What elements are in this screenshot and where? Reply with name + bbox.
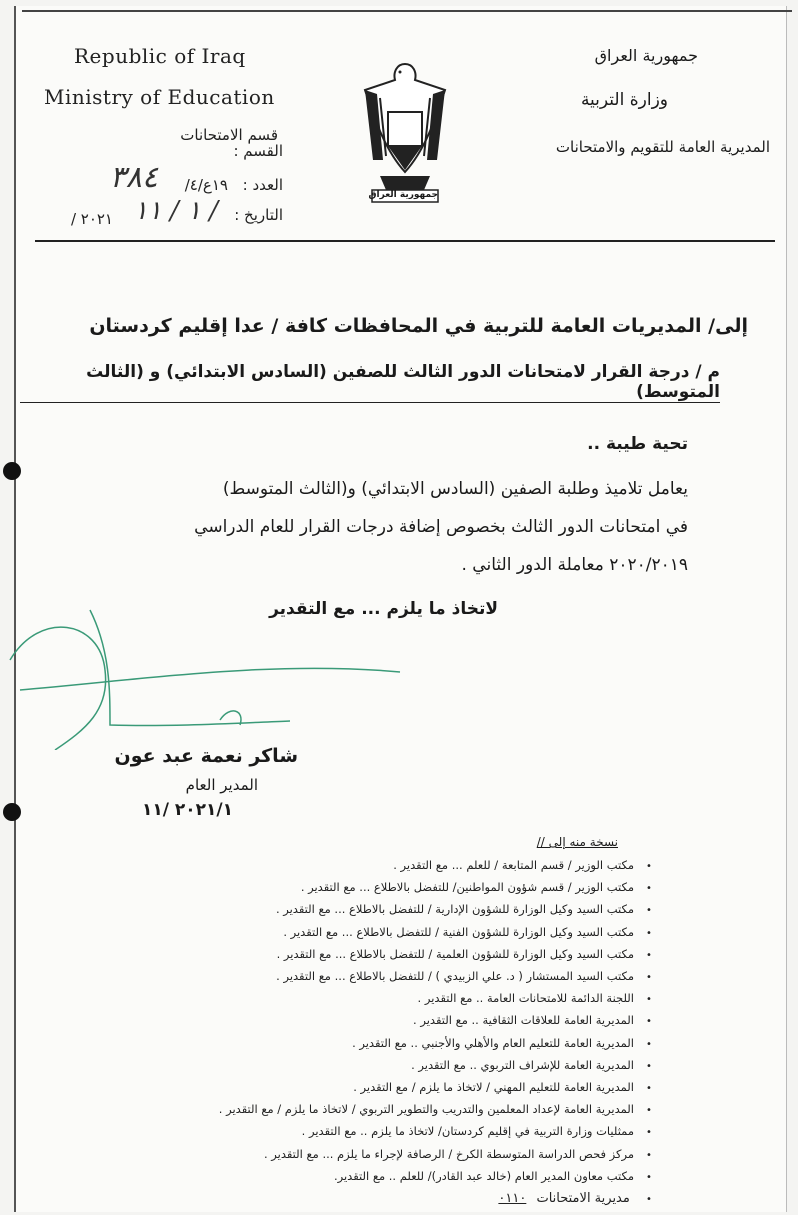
cc-item: • مركز فحص الدراسة المتوسطة الكرخ / الرصافة لإجراء ما يلزم ... مع التقدير . [178, 1144, 658, 1166]
body-line-3: ٢٠٢٠/٢٠١٩ معاملة الدور الثاني . [461, 555, 688, 575]
cc-item: • مكتب السيد وكيل الوزارة للشؤون الفنية / للتفضل بالاطلاع ... مع التقدير . [178, 922, 658, 944]
header-ar-ministry: وزارة التربية [580, 90, 668, 110]
closing-line: لاتخاذ ما يلزم ... مع التقدير [269, 599, 498, 619]
punch-hole [3, 462, 21, 480]
iraq-eagle-emblem-icon [350, 58, 460, 208]
cc-title: نسخة منه إلى // [536, 835, 618, 849]
recipient-line: إلى/ المديريات العامة للتربية في المحافظات كافة / عدا إقليم كردستان [89, 315, 748, 337]
cc-item: • اللجنة الدائمة للامتحانات العامة .. مع التقدير . [178, 988, 658, 1010]
cc-item: • المديرية العامة للإشراف التربوي .. مع التقدير . [178, 1055, 658, 1077]
cc-item: • ممثليات وزارة التربية في إقليم كردستان/ لاتخاذ ما يلزم .. مع التقدير . [178, 1121, 658, 1143]
signature-scribble-icon [0, 600, 420, 750]
cc-last-number: ٠١١٠ [498, 1191, 527, 1207]
department-value: قسم الامتحانات [180, 126, 278, 144]
header-divider [35, 240, 775, 242]
cc-item: • مكتب معاون المدير العام (خالد عبد القادر)/ للعلم .. مع التقدير. [178, 1166, 658, 1188]
cc-item: • المديرية العامة للعلاقات الثقافية .. مع التقدير . [178, 1010, 658, 1032]
top-border [22, 10, 792, 12]
number-handwritten: ٣٨٤ [109, 160, 158, 195]
number-value: ١٩ع/٤/ [184, 176, 228, 194]
date-label: التاريخ : [234, 206, 283, 224]
signatory-name: شاكر نعمة عبد عون [114, 745, 298, 767]
signatory-title: المدير العام [185, 776, 258, 794]
emblem-caption: جمهورية العراق [368, 190, 438, 200]
subject-line: م / درجة القرار لامتحانات الدور الثالث للصفين (السادس الابتدائي) و (الثالث المتوسط) [20, 362, 720, 403]
header-ar-country: جمهورية العراق [594, 46, 698, 65]
header-en-country: Republic of Iraq [74, 44, 246, 68]
greeting: تحية طيبة .. [587, 434, 688, 454]
signature-date: ٢٠٢١/١ /١١ [142, 800, 233, 820]
body-line-2: في امتحانات الدور الثالث بخصوص إضافة درجات القرار للعام الدراسي [194, 517, 688, 537]
cc-item-last [178, 1188, 658, 1210]
date-year: ٢٠٢١ / [70, 210, 113, 228]
cc-list [178, 855, 658, 1210]
header-ar-directorate: المديرية العامة للتقويم والامتحانات [555, 138, 770, 156]
cc-item: • المديرية العامة للتعليم المهني / لاتخاذ ما يلزم / مع التقدير . [178, 1077, 658, 1099]
cc-item: • مكتب الوزير / قسم شؤون المواطنين/ للتفضل بالاطلاع ... مع التقدير . [178, 877, 658, 899]
cc-item: • مكتب السيد المستشار ( د. علي الزبيدي ) / للتفضل بالاطلاع ... مع التقدير . [178, 966, 658, 988]
body-line-1: يعامل تلاميذ وطلبة الصفين (السادس الابتدائي) و(الثالث المتوسط) [222, 479, 688, 499]
number-label: العدد : [242, 176, 283, 194]
cc-item: • مكتب الوزير / قسم المتابعة / للعلم ... مع التقدير . [178, 855, 658, 877]
department-label: القسم : [233, 142, 283, 160]
cc-last-label: مديرية الامتحانات [536, 1191, 630, 1207]
header-en-ministry: Ministry of Education [44, 85, 275, 109]
punch-hole [3, 803, 21, 821]
cc-item: • المديرية العامة للتعليم العام والأهلي والأجنبي .. مع التقدير . [178, 1033, 658, 1055]
cc-item: • مكتب السيد وكيل الوزارة للشؤون العلمية / للتفضل بالاطلاع ... مع التقدير . [178, 944, 658, 966]
cc-item: • المديرية العامة لإعداد المعلمين والتدريب والتطوير التربوي / لاتخاذ ما يلزم / مع التقدير . [178, 1099, 658, 1121]
cc-item: • مكتب السيد وكيل الوزارة للشؤون الإدارية / للتفضل بالاطلاع ... مع التقدير . [178, 899, 658, 921]
date-handwritten: / ١ / ١١ [133, 196, 218, 226]
